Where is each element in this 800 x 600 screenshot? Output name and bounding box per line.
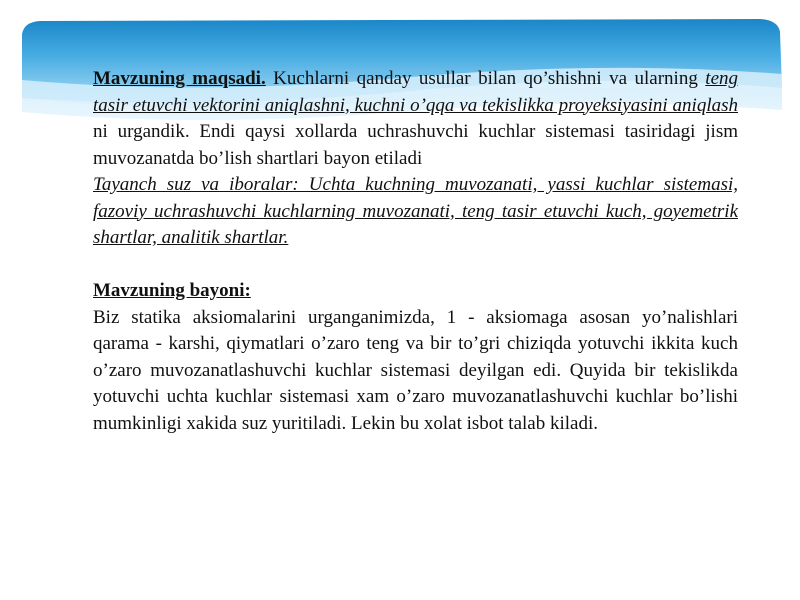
body-heading: Mavzuning bayoni:	[93, 280, 251, 301]
spacer	[93, 252, 738, 279]
body-paragraph: Biz statika aksiomalarini urganganimizda, 1 - aksiomaga asosan yo’nalishlari qarama - karshi, qiymatlari o’zaro teng va bir to’gri chiziqda yotuvchi ikkita kuch o’zaro muvozanatlashuvchi kuchlar sistemasi deyilgan edi. Quyida bir tekislikda yotuvchi uchta kuchlar sistemasi xam o’zaro muvozanatlashuvchi kuchlar bo’lishi mumkinligi xakida suz yuritiladi. Lekin bu xolat isbot talab kiladi.	[93, 306, 738, 434]
goal-text-2: ni urgandik. Endi qaysi xollarda uchrashuvchi kuchlar sistemasi tasiridagi jism muvozanatda bo’lish shartlari bayon etiladi	[93, 121, 738, 169]
goal-paragraph	[93, 66, 738, 172]
keywords-paragraph: Tayanch suz va iboralar: Uchta kuchning muvozanati, yassi kuchlar sistemasi, fazoviy uchrashuvchi kuchlarning muvozanati, teng tasir etuvchi kuch, goyemetrik shartlar, analitik shartlar.	[93, 174, 738, 248]
goal-heading: Mavzuning maqsadi.	[93, 68, 266, 89]
slide-content	[93, 66, 738, 437]
goal-text-1: Kuchlarni qanday usullar bilan qo’shishni va ularning	[265, 68, 706, 89]
goal-underlined-text: teng tasir etuvchi vektorini aniqlashni, kuchni o’qqa va tekislikka proyeksiyasini aniqlash	[93, 68, 739, 116]
